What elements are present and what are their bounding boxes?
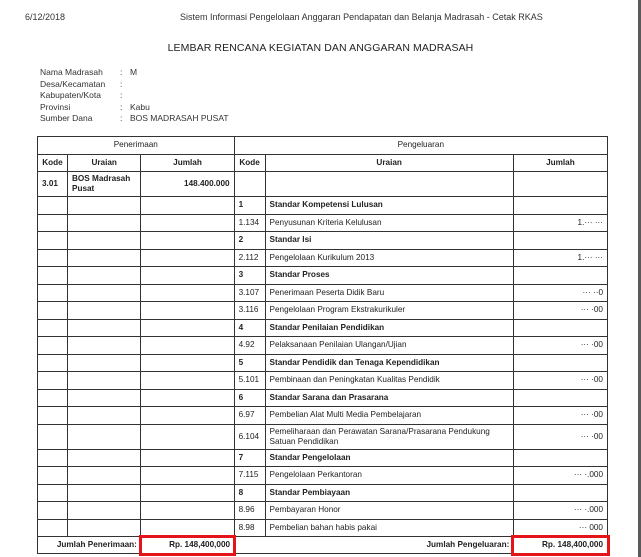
table-row xyxy=(38,467,608,485)
pengeluaran-uraian: Pembinaan dan Peningkatan Kualitas Pendidik xyxy=(265,372,513,390)
penerimaan-uraian xyxy=(67,519,140,537)
penerimaan-jumlah xyxy=(141,284,234,302)
table-row xyxy=(38,484,608,502)
penerimaan-uraian xyxy=(67,197,140,215)
table-row xyxy=(38,302,608,320)
pengeluaran-kode: 7 xyxy=(234,449,265,467)
pengeluaran-kode: 6.97 xyxy=(234,407,265,425)
info-label: Kabupaten/Kota xyxy=(40,90,101,100)
penerimaan-uraian xyxy=(67,372,140,390)
pengeluaran-jumlah: ··· ·00 xyxy=(513,337,607,355)
pengeluaran-uraian: Pelaksanaan Penilaian Ulangan/Ujian xyxy=(265,337,513,355)
penerimaan-jumlah xyxy=(141,249,234,267)
totals-row xyxy=(38,537,608,554)
group-header-pengeluaran: Pengeluaran xyxy=(234,137,607,155)
pengeluaran-uraian: Pengelolaan Kurikulum 2013 xyxy=(265,249,513,267)
penerimaan-jumlah xyxy=(141,337,234,355)
table-row xyxy=(38,284,608,302)
pengeluaran-jumlah: ··· ·00 xyxy=(513,424,607,449)
penerimaan-kode xyxy=(38,484,68,502)
info-label: Sumber Dana xyxy=(40,113,93,123)
pengeluaran-jumlah: ··· ·00 xyxy=(513,407,607,425)
document-title: LEMBAR RENCANA KEGIATAN DAN ANGGARAN MADRASAH xyxy=(167,42,474,54)
pengeluaran-uraian: Standar Proses xyxy=(265,267,513,285)
table-row xyxy=(38,214,608,232)
penerimaan-uraian xyxy=(67,232,140,250)
table-row xyxy=(38,249,608,267)
penerimaan-jumlah xyxy=(141,214,234,232)
info-row-nama xyxy=(40,67,229,79)
col-header-kode: Kode xyxy=(38,154,68,172)
pengeluaran-uraian: Standar Penilaian Pendidikan xyxy=(265,319,513,337)
info-separator: : xyxy=(120,101,123,112)
info-row-desa xyxy=(40,79,229,91)
info-separator: : xyxy=(120,78,123,89)
total-pengeluaran-value: Rp. 148,400,000 xyxy=(513,537,607,554)
info-row-kabupaten xyxy=(40,90,229,102)
pengeluaran-kode: 6.104 xyxy=(234,424,265,449)
pengeluaran-jumlah xyxy=(513,267,607,285)
penerimaan-kode xyxy=(38,337,68,355)
pengeluaran-uraian: Standar Pembiayaan xyxy=(265,484,513,502)
pengeluaran-uraian: Pembelian Alat Multi Media Pembelajaran xyxy=(265,407,513,425)
pengeluaran-uraian: Standar Sarana dan Prasarana xyxy=(265,389,513,407)
pengeluaran-jumlah: 1.··· ··· xyxy=(513,249,607,267)
penerimaan-uraian xyxy=(67,319,140,337)
penerimaan-uraian xyxy=(67,389,140,407)
penerimaan-jumlah xyxy=(141,424,234,449)
info-separator: : xyxy=(120,113,123,123)
pengeluaran-jumlah xyxy=(513,197,607,215)
total-pengeluaran-label: Jumlah Pengeluaran: xyxy=(234,537,513,554)
pengeluaran-uraian: Pemeliharaan dan Perawatan Sarana/Prasarana Pendukung Satuan Pendidikan xyxy=(265,424,513,449)
pengeluaran-kode: 1 xyxy=(234,197,265,215)
penerimaan-jumlah xyxy=(141,319,234,337)
pengeluaran-uraian: Penerimaan Peserta Didik Baru xyxy=(265,284,513,302)
table-row xyxy=(38,519,608,537)
total-penerimaan-value: Rp. 148,400,000 xyxy=(141,537,234,554)
info-value: Kabu xyxy=(130,101,150,112)
pengeluaran-uraian: Standar Pengelolaan xyxy=(265,449,513,467)
penerimaan-kode xyxy=(38,449,68,467)
pengeluaran-jumlah xyxy=(513,484,607,502)
pengeluaran-jumlah xyxy=(513,232,607,250)
pengeluaran-uraian xyxy=(265,172,513,197)
info-row-provinsi xyxy=(40,102,229,114)
pengeluaran-kode xyxy=(234,172,265,197)
col-header-jumlah: Jumlah xyxy=(513,154,607,172)
pengeluaran-kode: 7.115 xyxy=(234,467,265,485)
table-row xyxy=(38,502,608,520)
pengeluaran-jumlah xyxy=(513,319,607,337)
penerimaan-uraian: BOS Madrasah Pusat xyxy=(67,172,140,197)
info-separator: : xyxy=(120,67,123,77)
penerimaan-uraian xyxy=(67,354,140,372)
pengeluaran-kode: 4 xyxy=(234,319,265,337)
penerimaan-jumlah xyxy=(141,407,234,425)
table-row xyxy=(38,319,608,337)
penerimaan-uraian xyxy=(67,284,140,302)
penerimaan-uraian xyxy=(67,484,140,502)
pengeluaran-jumlah: 1.··· ··· xyxy=(513,214,607,232)
pengeluaran-uraian: Pengelolaan Program Ekstrakurikuler xyxy=(265,302,513,320)
penerimaan-uraian xyxy=(67,337,140,355)
penerimaan-jumlah xyxy=(141,389,234,407)
pengeluaran-jumlah: ··· ·.000 xyxy=(513,467,607,485)
table-row xyxy=(38,372,608,390)
print-date: 6/12/2018 xyxy=(25,12,66,22)
penerimaan-jumlah xyxy=(141,354,234,372)
pengeluaran-uraian: Pembelian bahan habis pakai xyxy=(265,519,513,537)
pengeluaran-kode: 8.96 xyxy=(234,502,265,520)
pengeluaran-uraian: Standar Pendidik dan Tenaga Kependidikan xyxy=(265,354,513,372)
info-label: Desa/Kecamatan xyxy=(40,78,106,89)
penerimaan-kode xyxy=(38,354,68,372)
penerimaan-kode xyxy=(38,302,68,320)
table-row xyxy=(38,267,608,285)
pengeluaran-uraian: Standar Kompetensi Lulusan xyxy=(265,197,513,215)
penerimaan-kode xyxy=(38,214,68,232)
info-value: M xyxy=(130,67,138,77)
table-row xyxy=(38,407,608,425)
table-row xyxy=(38,172,608,197)
info-value: BOS MADRASAH PUSAT xyxy=(130,113,229,123)
penerimaan-uraian xyxy=(67,267,140,285)
table-row xyxy=(38,232,608,250)
group-header-penerimaan: Penerimaan xyxy=(38,137,235,155)
pengeluaran-kode: 5.101 xyxy=(234,372,265,390)
penerimaan-kode xyxy=(38,372,68,390)
pengeluaran-uraian: Penyusunan Kriteria Kelulusan xyxy=(265,214,513,232)
penerimaan-kode xyxy=(38,519,68,537)
table-row xyxy=(38,449,608,467)
penerimaan-uraian xyxy=(67,407,140,425)
col-header-uraian: Uraian xyxy=(67,154,140,172)
penerimaan-kode xyxy=(38,407,68,425)
penerimaan-kode xyxy=(38,389,68,407)
system-title: Sistem Informasi Pengelolaan Anggaran Pendapatan dan Belanja Madrasah - Cetak RKAS xyxy=(180,12,543,22)
penerimaan-jumlah xyxy=(141,449,234,467)
penerimaan-jumlah xyxy=(141,197,234,215)
penerimaan-jumlah xyxy=(141,372,234,390)
pengeluaran-jumlah xyxy=(513,354,607,372)
pengeluaran-kode: 4.92 xyxy=(234,337,265,355)
penerimaan-jumlah: 148.400.000 xyxy=(141,172,234,197)
school-info xyxy=(40,67,229,125)
penerimaan-uraian xyxy=(67,502,140,520)
penerimaan-jumlah xyxy=(141,484,234,502)
pengeluaran-uraian: Pengelolaan Perkantoran xyxy=(265,467,513,485)
penerimaan-kode xyxy=(38,319,68,337)
info-separator: : xyxy=(120,90,123,100)
pengeluaran-jumlah: ··· ··0 xyxy=(513,284,607,302)
table-row xyxy=(38,337,608,355)
pengeluaran-jumlah: ··· ·00 xyxy=(513,372,607,390)
penerimaan-jumlah xyxy=(141,467,234,485)
col-header-kode: Kode xyxy=(234,154,265,172)
pengeluaran-kode: 8 xyxy=(234,484,265,502)
pengeluaran-jumlah xyxy=(513,389,607,407)
pengeluaran-kode: 2 xyxy=(234,232,265,250)
pengeluaran-uraian: Standar Isi xyxy=(265,232,513,250)
pengeluaran-kode: 5 xyxy=(234,354,265,372)
pengeluaran-jumlah xyxy=(513,172,607,197)
penerimaan-uraian xyxy=(67,449,140,467)
penerimaan-kode xyxy=(38,267,68,285)
penerimaan-uraian xyxy=(67,249,140,267)
info-row-sumber-dana xyxy=(40,113,229,125)
penerimaan-jumlah xyxy=(141,267,234,285)
penerimaan-uraian xyxy=(67,424,140,449)
info-label: Nama Madrasah xyxy=(40,67,103,77)
pengeluaran-kode: 3.116 xyxy=(234,302,265,320)
penerimaan-kode xyxy=(38,284,68,302)
pengeluaran-kode: 1.134 xyxy=(234,214,265,232)
pengeluaran-kode: 8.98 xyxy=(234,519,265,537)
penerimaan-kode xyxy=(38,197,68,215)
pengeluaran-jumlah xyxy=(513,449,607,467)
penerimaan-jumlah xyxy=(141,302,234,320)
penerimaan-jumlah xyxy=(141,232,234,250)
penerimaan-uraian xyxy=(67,467,140,485)
penerimaan-jumlah xyxy=(141,519,234,537)
table-row xyxy=(38,197,608,215)
pengeluaran-kode: 6 xyxy=(234,389,265,407)
penerimaan-kode xyxy=(38,424,68,449)
penerimaan-jumlah xyxy=(141,502,234,520)
pengeluaran-jumlah: ··· ·00 xyxy=(513,302,607,320)
pengeluaran-kode: 3 xyxy=(234,267,265,285)
pengeluaran-jumlah: ··· 000 xyxy=(513,519,607,537)
penerimaan-uraian xyxy=(67,214,140,232)
penerimaan-kode xyxy=(38,232,68,250)
table-row xyxy=(38,354,608,372)
table-row xyxy=(38,424,608,449)
total-penerimaan-label: Jumlah Penerimaan: xyxy=(38,537,141,554)
rkas-table xyxy=(37,136,608,554)
pengeluaran-kode: 3.107 xyxy=(234,284,265,302)
table-body xyxy=(38,172,608,537)
col-header-jumlah: Jumlah xyxy=(141,154,234,172)
penerimaan-kode: 3.01 xyxy=(38,172,68,197)
penerimaan-kode xyxy=(38,249,68,267)
pengeluaran-kode: 2.112 xyxy=(234,249,265,267)
table-row xyxy=(38,389,608,407)
pengeluaran-jumlah: ··· ·.000 xyxy=(513,502,607,520)
penerimaan-kode xyxy=(38,502,68,520)
info-label: Provinsi xyxy=(40,101,71,112)
col-header-uraian: Uraian xyxy=(265,154,513,172)
penerimaan-kode xyxy=(38,467,68,485)
pengeluaran-uraian: Pembayaran Honor xyxy=(265,502,513,520)
penerimaan-uraian xyxy=(67,302,140,320)
